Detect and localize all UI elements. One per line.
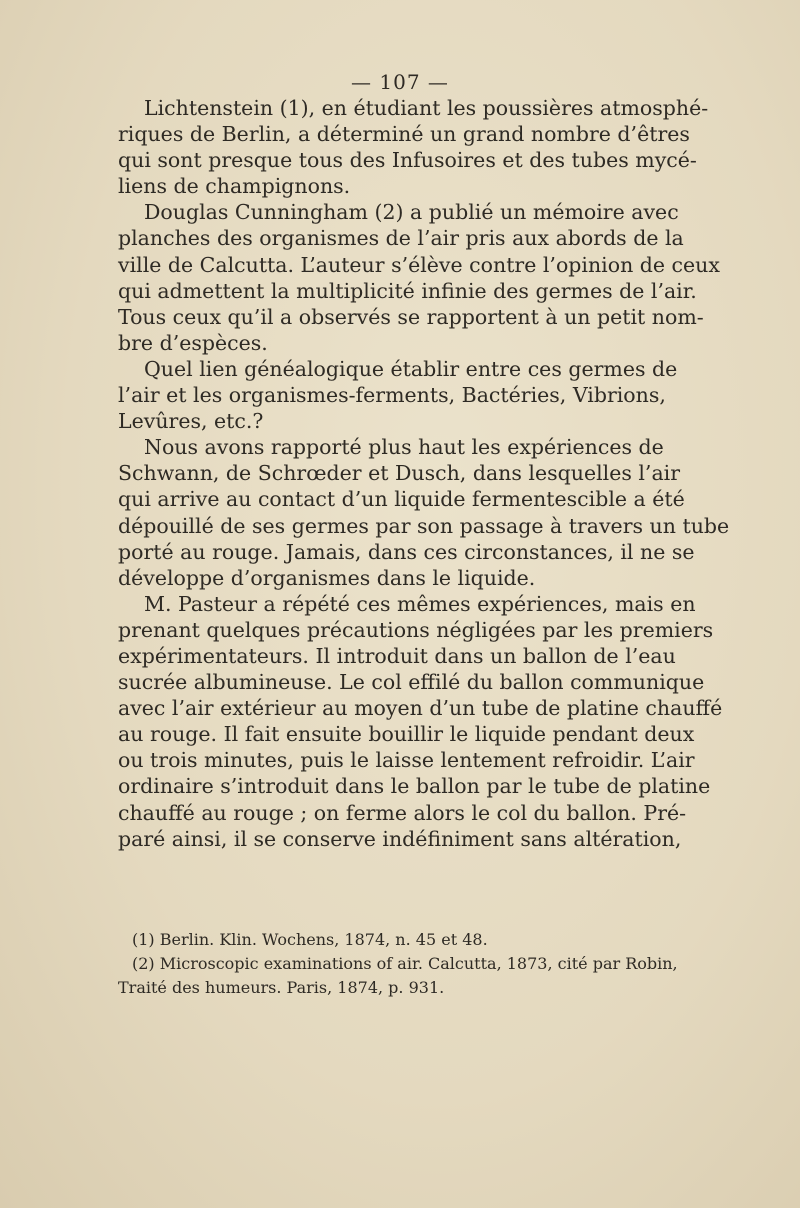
footnote-line: Traité des humeurs. Paris, 1874, p. 931. bbox=[118, 978, 445, 997]
text-line: ville de Calcutta. L’auteur s’élève contre l’opinion de ceux bbox=[118, 252, 720, 277]
body-text bbox=[118, 95, 730, 852]
text-line: ordinaire s’introduit dans le ballon par le tube de platine bbox=[118, 774, 711, 799]
text-line: porté au rouge. Jamais, dans ces circonstances, il ne se bbox=[118, 539, 695, 564]
text-line: Nous avons rapporté plus haut les expériences de bbox=[144, 435, 664, 460]
text-line: qui sont presque tous des Infusoires et des tubes mycé- bbox=[118, 148, 697, 173]
text-line: bre d’espèces. bbox=[118, 330, 268, 355]
text-line: développe d’organismes dans le liquide. bbox=[118, 565, 536, 590]
text-line: au rouge. Il fait ensuite bouillir le liquide pendant deux bbox=[118, 722, 695, 747]
text-line: liens de champignons. bbox=[118, 174, 351, 199]
text-line: planches des organismes de l’air pris aux abords de la bbox=[118, 226, 684, 251]
text-line: Lichtenstein (1), en étudiant les poussières atmosphé- bbox=[144, 96, 709, 120]
footnotes bbox=[118, 928, 678, 1000]
text-line: ou trois minutes, puis le laisse lentement refroidir. L’air bbox=[118, 748, 695, 773]
text-line: sucrée albumineuse. Le col effilé du ballon communique bbox=[118, 670, 705, 695]
text-line: avec l’air extérieur au moyen d’un tube de platine chauffé bbox=[118, 696, 723, 721]
text-line: paré ainsi, il se conserve indéfiniment sans altération, bbox=[118, 826, 682, 851]
footnote-line: (1) Berlin. Klin. Wochens, 1874, n. 45 et 48. bbox=[132, 930, 488, 949]
text-line: Levûres, etc.? bbox=[118, 409, 264, 434]
text-line: dépouillé de ses germes par son passage à travers un tube bbox=[118, 513, 730, 538]
text-line: expérimentateurs. Il introduit dans un ballon de l’eau bbox=[118, 643, 676, 668]
text-line: l’air et les organismes-ferments, Bactéries, Vibrions, bbox=[118, 383, 666, 408]
text-line: Douglas Cunningham (2) a publié un mémoire avec bbox=[144, 200, 679, 225]
text-line: qui admettent la multiplicité infinie des germes de l’air. bbox=[118, 278, 697, 303]
text-line: Schwann, de Schrœder et Dusch, dans lesquelles l’air bbox=[118, 461, 681, 486]
text-line: chauffé au rouge ; on ferme alors le col du ballon. Pré- bbox=[118, 800, 687, 825]
text-line: Quel lien généalogique établir entre ces germes de bbox=[144, 356, 678, 381]
text-line: riques de Berlin, a déterminé un grand nombre d’êtres bbox=[118, 122, 690, 147]
page-number: — 107 — bbox=[351, 70, 449, 94]
text-line: Tous ceux qu’il a observés se rapportent à un petit nom- bbox=[118, 304, 704, 329]
footnote-line: (2) Microscopic examinations of air. Calcutta, 1873, cité par Robin, bbox=[132, 954, 678, 973]
text-line: M. Pasteur a répété ces mêmes expériences, mais en bbox=[144, 591, 696, 616]
text-line: prenant quelques précautions négligées par les premiers bbox=[118, 617, 714, 642]
text-line: qui arrive au contact d’un liquide fermentescible a été bbox=[118, 487, 685, 512]
